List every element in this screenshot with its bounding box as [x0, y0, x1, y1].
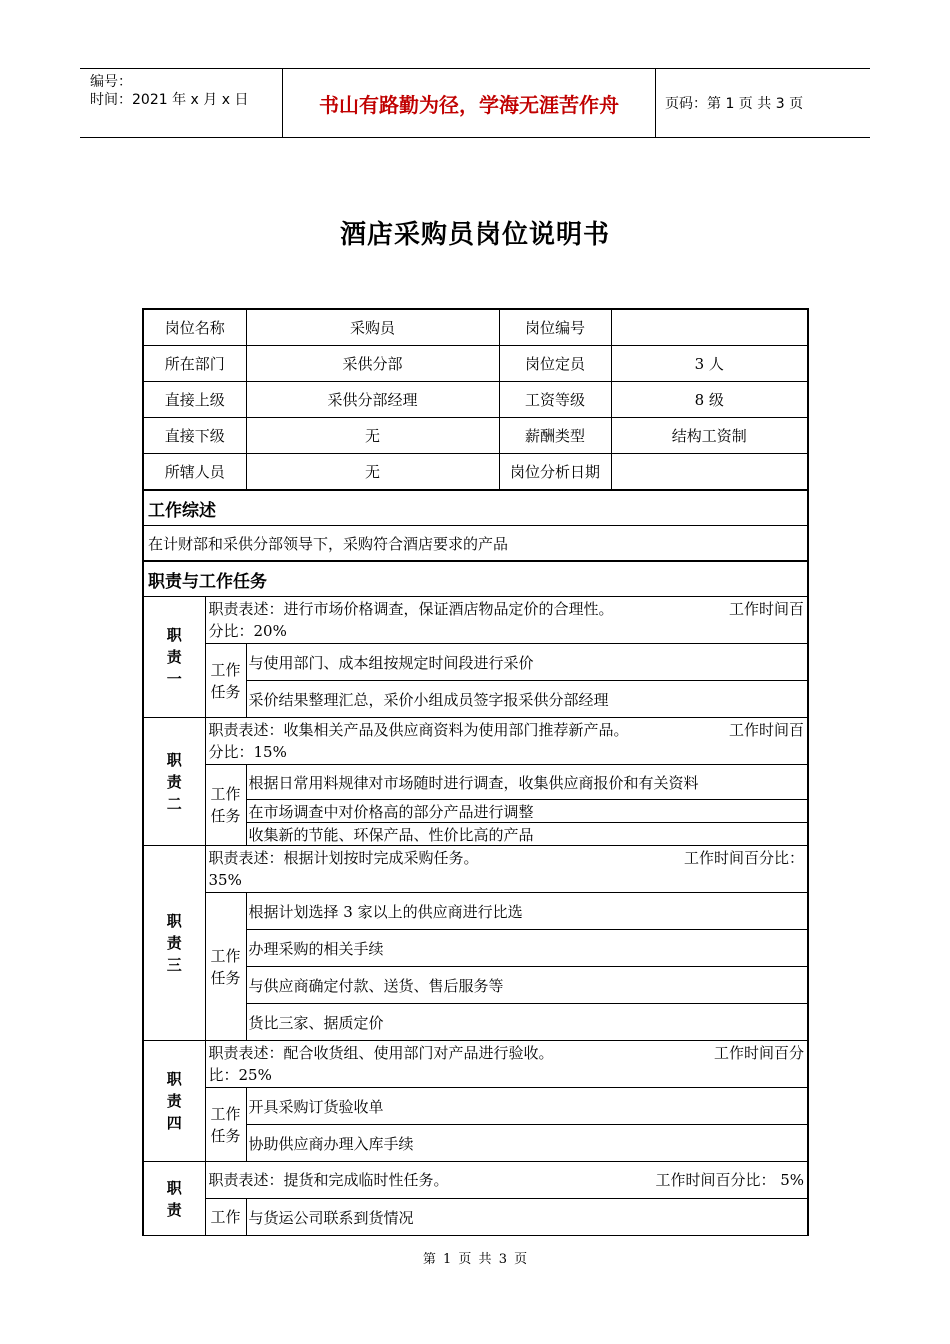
time-percentage-label: 工作时间百 — [729, 600, 805, 618]
task-row — [143, 644, 808, 681]
info-key: 工资等级 — [499, 382, 611, 418]
info-value: 采购员 — [246, 309, 499, 346]
number-label: 编号： — [90, 74, 132, 90]
info-key: 岗位名称 — [143, 309, 246, 346]
info-value: 无 — [246, 418, 499, 454]
duty-label — [143, 718, 205, 846]
time-percentage-value: 比：25% — [208, 1066, 272, 1084]
info-value: 8 级 — [611, 382, 808, 418]
info-key: 直接上级 — [143, 382, 246, 418]
time-percentage-label: 工作时间百 — [729, 721, 805, 739]
motto: 书山有路勤为径，学海无涯苦作舟 — [282, 69, 656, 137]
duty-description-text: 职责表述：配合收货组、使用部门对产品进行验收。 — [208, 1044, 554, 1062]
task-label — [205, 893, 246, 1041]
task-row — [143, 765, 808, 800]
task-item: 采价结果整理汇总，采价小组成员签字报采供分部经理 — [246, 681, 808, 718]
info-value: 3 人 — [611, 346, 808, 382]
duty-description — [205, 1041, 808, 1088]
task-row — [143, 1088, 808, 1125]
duty-description-text: 职责表述：提货和完成临时性任务。 — [208, 1171, 449, 1189]
duty-label — [143, 1162, 205, 1236]
info-key: 薪酬类型 — [499, 418, 611, 454]
time-percentage-label: 工作时间百分 — [714, 1044, 805, 1062]
summary-text: 在计财部和采供分部领导下，采购符合酒店要求的产品 — [143, 526, 808, 562]
duty-desc-row — [143, 846, 808, 893]
info-key: 所辖人员 — [143, 454, 246, 491]
duties-section — [143, 597, 808, 1236]
time-percentage-label: 工作时间百分比： — [684, 849, 805, 867]
task-label — [205, 1088, 246, 1162]
duty-description — [205, 846, 808, 893]
header-meta — [80, 69, 280, 137]
task-label-text: 工作 — [210, 1208, 241, 1226]
info-value: 无 — [246, 454, 499, 491]
info-value: 采供分部经理 — [246, 382, 499, 418]
task-item: 货比三家、据质定价 — [246, 1004, 808, 1041]
info-value: 采供分部 — [246, 346, 499, 382]
duty-label-text: 职责四 — [166, 1070, 182, 1132]
document-title: 酒店采购员岗位说明书 — [339, 220, 610, 250]
task-row — [143, 1199, 808, 1236]
task-item: 在市场调查中对价格高的部分产品进行调整 — [246, 800, 808, 823]
info-row — [143, 309, 808, 346]
info-value — [611, 309, 808, 346]
task-label-text: 工作任务 — [210, 785, 241, 825]
duty-description — [205, 597, 808, 644]
summary-heading: 工作综述 — [143, 490, 808, 526]
task-item: 与货运公司联系到货情况 — [246, 1199, 808, 1236]
summary-section — [143, 490, 808, 597]
task-item: 协助供应商办理入库手续 — [246, 1125, 808, 1162]
time-percentage-value: 35% — [208, 871, 242, 889]
time-percentage-value: 分比：15% — [208, 743, 287, 761]
info-key: 岗位分析日期 — [499, 454, 611, 491]
info-value: 结构工资制 — [611, 418, 808, 454]
task-item: 收集新的节能、环保产品、性价比高的产品 — [246, 823, 808, 846]
duty-desc-row — [143, 718, 808, 765]
task-item: 办理采购的相关手续 — [246, 930, 808, 967]
duty-label — [143, 846, 205, 1041]
task-label-text: 工作任务 — [210, 660, 241, 701]
info-key: 所在部门 — [143, 346, 246, 382]
task-label — [205, 644, 246, 718]
page-header — [80, 68, 870, 138]
task-item: 与使用部门、成本组按规定时间段进行采价 — [246, 644, 808, 681]
date-label: 时间：2021 年 x 月 x 日 — [90, 92, 249, 108]
task-label-text: 工作任务 — [210, 1104, 241, 1145]
duty-description-text: 职责表述：收集相关产品及供应商资料为使用部门推荐新产品。 — [208, 721, 629, 739]
duty-label-text: 职责一 — [166, 626, 182, 688]
job-description-table — [142, 308, 809, 1236]
task-item: 开具采购订货验收单 — [246, 1088, 808, 1125]
duty-description-text: 职责表述：进行市场价格调查，保证酒店物品定价的合理性。 — [208, 600, 614, 618]
duty-desc-row — [143, 597, 808, 644]
duty-desc-row — [143, 1041, 808, 1088]
duty-label-text: 职责 — [166, 1178, 182, 1219]
task-label-text: 工作任务 — [210, 946, 241, 987]
task-row — [143, 893, 808, 930]
info-row — [143, 382, 808, 418]
info-key: 岗位编号 — [499, 309, 611, 346]
info-section — [143, 309, 808, 490]
info-key: 直接下级 — [143, 418, 246, 454]
duty-desc-row — [143, 1162, 808, 1199]
info-row — [143, 418, 808, 454]
info-row — [143, 454, 808, 491]
task-item: 根据日常用料规律对市场随时进行调查，收集供应商报价和有关资料 — [246, 765, 808, 800]
page-footer: 第 1 页 共 3 页 — [422, 1252, 528, 1267]
info-row — [143, 346, 808, 382]
duties-heading: 职责与工作任务 — [143, 561, 808, 597]
info-key: 岗位定员 — [499, 346, 611, 382]
duty-description — [205, 1162, 808, 1199]
time-percentage-label: 工作时间百分比： 5% — [655, 1171, 805, 1189]
duty-label — [143, 597, 205, 718]
task-item: 根据计划选择 3 家以上的供应商进行比选 — [246, 893, 808, 930]
duty-description-text: 职责表述：根据计划按时完成采购任务。 — [208, 849, 479, 867]
page-indicator: 页码：第 1 页 共 3 页 — [665, 96, 804, 112]
info-value — [611, 454, 808, 491]
duty-label-text: 职责二 — [166, 750, 182, 813]
time-percentage-value: 分比：20% — [208, 622, 287, 640]
task-label — [205, 1199, 246, 1236]
duty-description — [205, 718, 808, 765]
duty-label — [143, 1041, 205, 1162]
task-label — [205, 765, 246, 846]
task-item: 与供应商确定付款、送货、售后服务等 — [246, 967, 808, 1004]
duty-label-text: 职责三 — [166, 912, 182, 974]
